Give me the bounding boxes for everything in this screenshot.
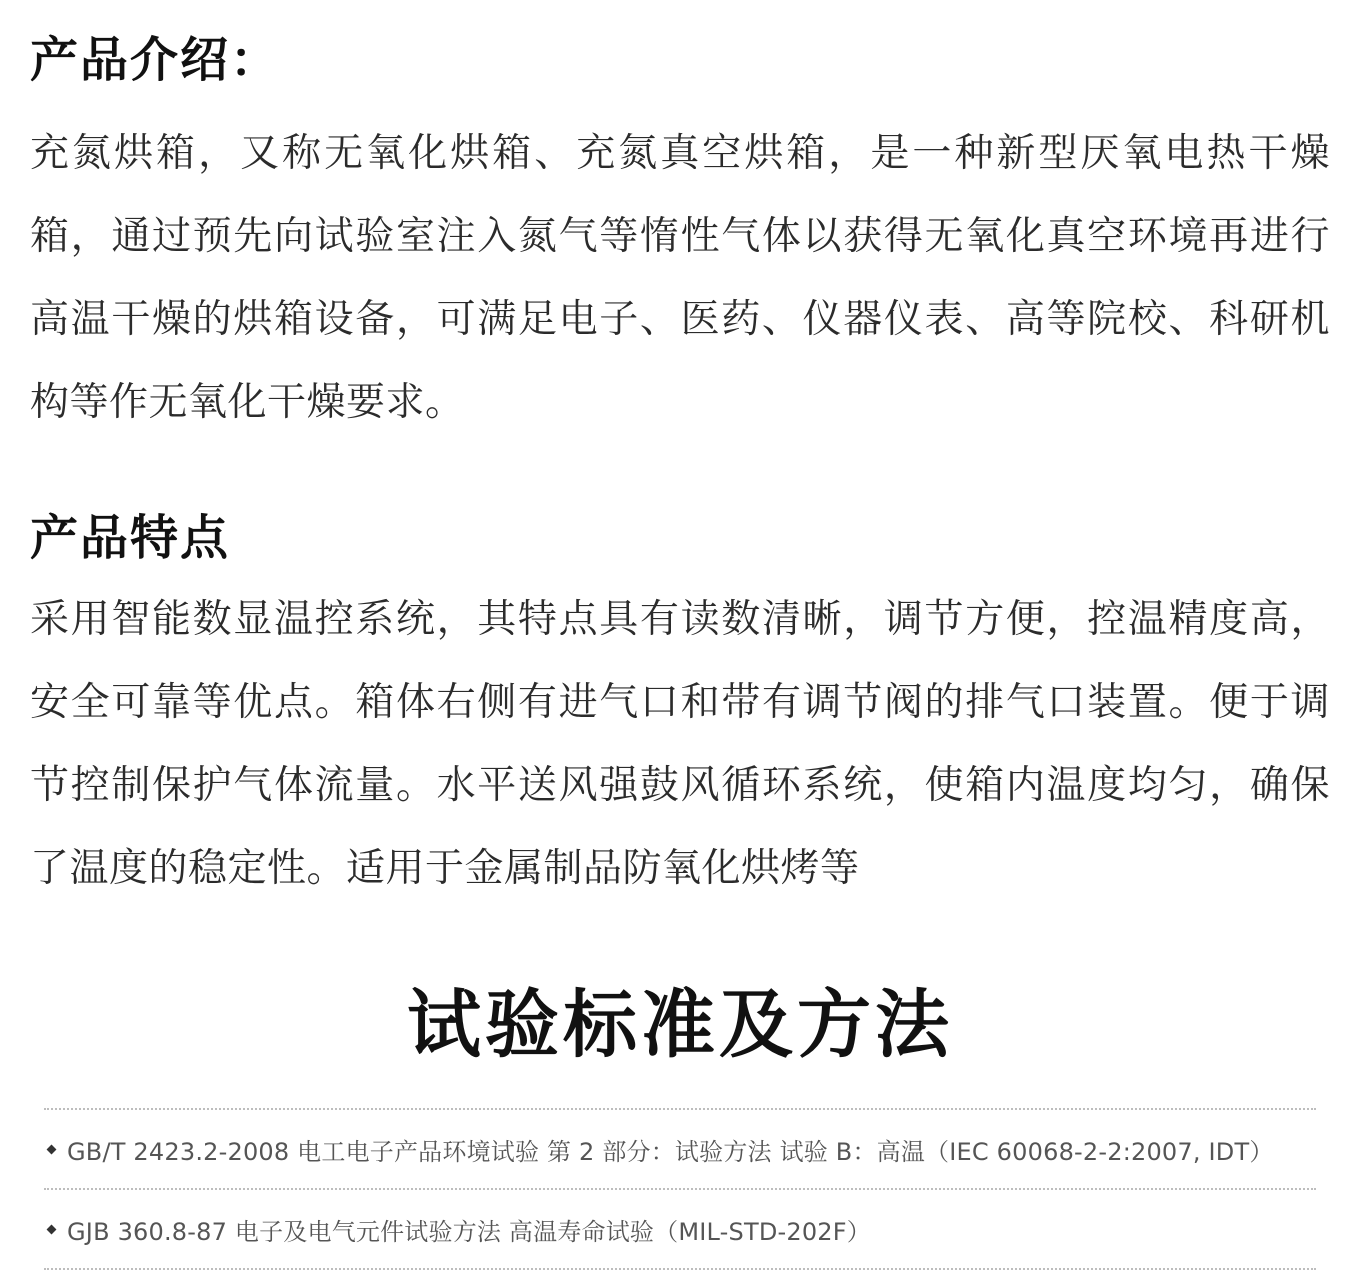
standards-list xyxy=(44,1108,1316,1270)
standard-item xyxy=(44,1110,1316,1188)
standards-title: 试验标准及方法 xyxy=(407,982,953,1068)
diamond-bullet-icon xyxy=(47,1144,57,1154)
standard-item-text: GJB 360.8-87 电子及电气元件试验方法 高温寿命试验（MIL-STD-202F） xyxy=(67,1217,871,1246)
features-paragraph: 采用智能数显温控系统，其特点具有读数清晰，调节方便，控温精度高，安全可靠等优点。箱体右侧有进气口和带有调节阀的排气口装置。便于调节控制保护气体流量。水平送风强鼓风循环系统，使箱内温度均匀，确保了温度的稳定性。适用于金属制品防氧化烘烤等 xyxy=(30,597,1330,891)
diamond-bullet-icon xyxy=(47,1224,57,1234)
features-heading: 产品特点 xyxy=(30,510,231,566)
standard-item-text: GB/T 2423.2-2008 电工电子产品环境试验 第 2 部分：试验方法 试验 B：高温（IEC 60068-2-2:2007, IDT） xyxy=(67,1137,1274,1166)
standard-item xyxy=(44,1190,1316,1268)
intro-heading: 产品介绍： xyxy=(30,32,281,88)
intro-paragraph: 充氮烘箱，又称无氧化烘箱、充氮真空烘箱，是一种新型厌氧电热干燥箱，通过预先向试验室注入氮气等惰性气体以获得无氧化真空环境再进行高温干燥的烘箱设备，可满足电子、医药、仪器仪表、高等院校、科研机构等作无氧化干燥要求。 xyxy=(30,131,1330,425)
divider xyxy=(44,1268,1316,1270)
